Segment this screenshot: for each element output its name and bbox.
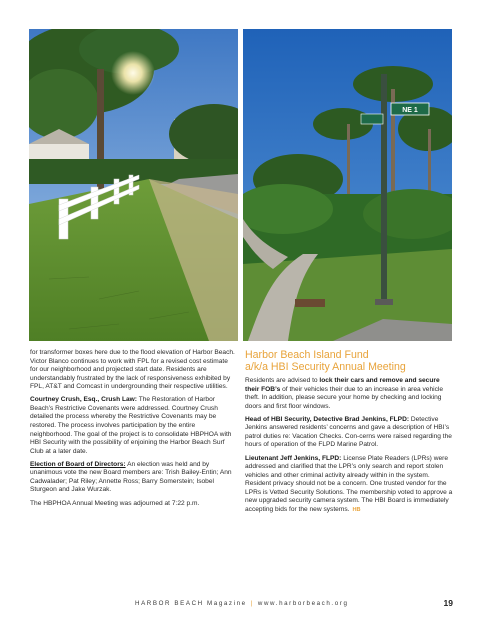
security-advice-paragraph: [245, 377, 454, 411]
palms-sign-illustration: [243, 29, 452, 341]
advice-bold: lock their cars and remove and secure their FOB’s: [245, 377, 440, 393]
footer-separator: |: [250, 600, 254, 607]
footer-credit: [135, 600, 348, 607]
page-number: 19: [443, 598, 453, 608]
lieutenant-body: License Plate Readers (LPRs) were addressed and clarified that the LPR’s only search and report stolen vehicles and other criminal activity already within in the system. Resident privacy should not be a concern. One trusted vendor for the LPRs is Vetted Security Solutions. The membership voted to approve a new upgraded security camera system. The HBI Board is immediately accepting bids for the new systems.: [245, 454, 453, 513]
magazine-name: HARBOR BEACH Magazine: [135, 600, 247, 607]
crush-law-paragraph: [30, 396, 237, 456]
election-paragraph: [30, 461, 237, 495]
election-body: An election was held and by unanimous vote the new Board members are: Trish Bailey-Entin; Ann Cadwalader; Pat Riley; Annette Ross; Barry Somerstein; Isobel Sturgeon and Jake Wurzak.: [30, 460, 232, 494]
advice-start: Residents are advised to: [245, 377, 320, 384]
photo-palms-street-sign: [243, 29, 452, 341]
detective-body: Detective Jenkins answered residents’ concerns and gave a description of HBI’s patrol duties re: Vacation Checks. Con-cerns were raised regarding the hours of operation of the FLPD Marine Patrol.: [245, 415, 452, 449]
headline-line-1: Harbor Beach Island Fund: [245, 349, 369, 361]
photo-street-fence: [29, 29, 238, 341]
right-text-column: [245, 349, 454, 519]
left-text-column: [30, 349, 237, 513]
lieutenant-paragraph: [245, 455, 454, 515]
section-headline: [245, 349, 454, 373]
lieutenant-lead: Lieutenant Jeff Jenkins, FLPD:: [245, 454, 342, 462]
crush-law-lead: Courtney Crush, Esq., Crush Law:: [30, 396, 137, 404]
utilities-paragraph: for transformer boxes here due to the flood elevation of Harbor Beach. Victor Blanco continues to work with FPL for a revised cost estimate for our neighborhood and projected start date. Residents are understandably frustrated by the lack of responsiveness exhibited by FPL, AT&T and Comcast in undergrounding their respective utilities.: [30, 349, 235, 391]
detective-paragraph: [245, 416, 454, 450]
detective-lead: Head of HBI Security, Detective Brad Jenkins, FLPD:: [245, 415, 410, 423]
adjourned-paragraph: The HBPHOA Annual Meeting was adjourned at 7:22 p.m.: [30, 499, 200, 507]
website-url: www.harborbeach.org: [257, 600, 349, 607]
page-footer: [0, 598, 480, 610]
street-sign-text: NE 1: [402, 107, 418, 114]
crush-law-body: The Restoration of Harbor Beach’s Restrictive Covenants were addressed. Courtney Crush detailed the process whereby the Restrictive Covenants may be restored. The process involves participation by the entire neighborhood. The goal of the project is to consolidate HBPHOA with HBI Security with the possibility of enjoining the Harbor Beach Surf Club at a later date.: [30, 396, 232, 455]
headline-line-2: a/k/a HBI Security Annual Meeting: [245, 361, 406, 373]
election-lead: Election of Board of Directors:: [30, 460, 126, 468]
street-fence-illustration: [29, 29, 238, 341]
advice-end: of their vehicles their due to an increase in area vehicle theft. In addition, please secure your home by checking and locking doors and first floor windows.: [245, 385, 444, 410]
end-mark-logo: HB: [352, 506, 361, 513]
